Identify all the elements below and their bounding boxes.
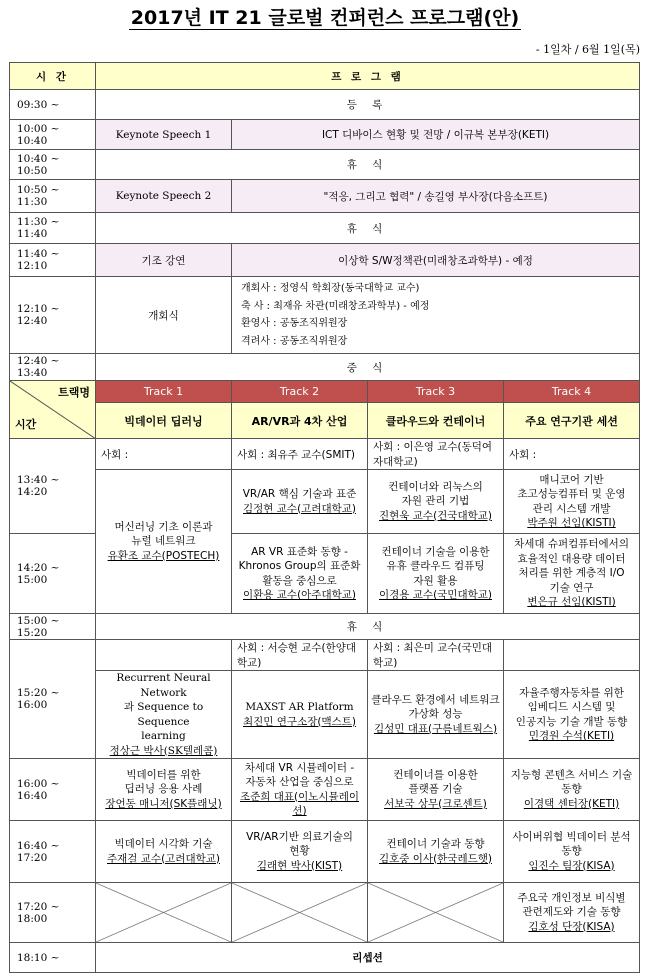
talk-cell	[232, 534, 368, 614]
time-cell: 12:40 ~ 13:40	[10, 354, 96, 381]
talk-title: 기술 연구	[549, 581, 594, 594]
chair-cell: 사회 :	[96, 439, 232, 470]
track-title: AR/VR과 4차 산업	[232, 403, 368, 439]
talk-speaker: 진현욱 교수(건국대학교)	[379, 509, 492, 522]
header-program: 프 로 그 램	[96, 63, 640, 90]
row-break-2	[10, 213, 640, 244]
talk-title: 컨테이너 기술을 이용한	[381, 545, 490, 558]
talk-cell	[96, 821, 232, 883]
talk-cell	[96, 671, 232, 759]
talk-speaker: 최진민 연구소장(맥스트)	[243, 715, 356, 728]
talk-cell	[232, 759, 368, 821]
talk-title: 자율주행자동차를 위한	[519, 686, 624, 699]
time-cell: 17:20 ~ 18:00	[10, 883, 96, 943]
talk-cell	[368, 821, 504, 883]
time-cell: 15:20 ~ 16:00	[10, 640, 96, 759]
program-cell: 휴 식	[96, 614, 640, 640]
talk-title: 컨테이너를 이용한	[393, 768, 478, 781]
talk-speaker: 김정현 교수(고려대학교)	[243, 502, 356, 515]
header-row	[10, 63, 640, 90]
time-cell: 16:40 ~ 17:20	[10, 821, 96, 883]
talk-title: Recurrent Neural Network	[116, 672, 211, 699]
row-registration	[10, 90, 640, 120]
program-cell: 휴 식	[96, 150, 640, 180]
talk-speaker: 김성민 대표(구름네트웍스)	[373, 722, 498, 735]
talk-title: MAXST AR Platform	[245, 701, 354, 713]
chair-cell	[96, 640, 232, 671]
track-corner	[10, 381, 96, 439]
talk-title: 빅데이터 시각화 기술	[114, 838, 213, 850]
row-keynote-1	[10, 120, 640, 150]
talk-cell	[232, 821, 368, 883]
talk-title: 관리 시스템 개발	[532, 502, 611, 515]
talk-title: 딥러닝 응용 사례	[124, 783, 203, 796]
chair-cell: 사회 : 최유주 교수(SMIT)	[232, 439, 368, 470]
track-name: Track 1	[96, 381, 232, 403]
program-cell: 리셉션	[96, 943, 640, 973]
talk-title: 활동을 중심으로	[262, 574, 337, 587]
talk-cell	[504, 470, 640, 534]
session-label: 기조 강연	[96, 244, 232, 277]
program-cell: ICT 디바이스 현황 및 전망 / 이규복 본부장(KETI)	[232, 120, 640, 150]
talk-speaker: 주재걸 교수(고려대학교)	[107, 852, 220, 865]
talk-speaker: 김래현 박사(KIST)	[256, 859, 343, 872]
talk-speaker: 임진수 팀장(KISA)	[528, 859, 615, 872]
program-cell: 이상학 S/W정책관(미래창조과학부) - 예정	[232, 244, 640, 277]
chair-row	[10, 439, 640, 470]
talk-speaker: 김호중 이사(한국레드햇)	[379, 852, 492, 865]
talk-title: Khronos Group의 표준화	[238, 560, 361, 572]
talk-speaker: 장언동 매니저(SK플래닛)	[105, 797, 222, 810]
page-title: 2017년 IT 21 글로벌 컨퍼런스 프로그램(안)	[130, 7, 520, 29]
talk-speaker: 이경택 센터장(KETI)	[523, 797, 620, 810]
talk-title: 차세대 슈퍼컴퓨터에서의	[514, 538, 629, 551]
talk-cell	[368, 671, 504, 759]
empty-slot	[368, 883, 504, 943]
track-title: 주요 연구기관 세션	[504, 403, 640, 439]
row-opening	[10, 277, 640, 354]
talk-cell	[504, 821, 640, 883]
talk-cell	[504, 534, 640, 614]
talk-row	[10, 671, 640, 759]
talk-speaker: 정상근 박사(SK텔레콤)	[109, 744, 218, 757]
talk-title: VR/AR 핵심 기술과 표준	[242, 488, 357, 500]
talk-title: 매니코어 기반	[539, 473, 604, 486]
schedule-table	[9, 62, 640, 973]
program-cell: "적응, 그리고 협력" / 송길영 부사장(다음소프트)	[232, 180, 640, 213]
talk-title: 클라우드 환경에서 네트워크	[371, 693, 500, 706]
talk-title: 효율적인 대용량 데이터	[517, 552, 626, 565]
cross-mark	[232, 883, 367, 942]
time-cell: 09:30 ~	[10, 90, 96, 120]
time-cell: 15:00 ~ 15:20	[10, 614, 96, 640]
talk-title: 초고성능컴퓨터 및 운영	[517, 488, 626, 500]
talk-speaker: 유환조 교수(POSTECH)	[107, 549, 220, 562]
opening-list	[232, 277, 640, 354]
row-lunch	[10, 354, 640, 381]
talk-cell	[96, 759, 232, 821]
talk-title: 동향	[561, 783, 582, 796]
time-cell: 18:10 ~	[10, 943, 96, 973]
talk-cell	[232, 671, 368, 759]
talk-cell	[368, 470, 504, 534]
talk-row	[10, 821, 640, 883]
talk-speaker: 민경원 수석(KETI)	[528, 730, 615, 742]
talk-title: 과 Sequence to Sequence	[123, 701, 204, 728]
talk-title: 임베디드 시스템 및	[527, 701, 616, 713]
talk-title: 컨테이너와 리눅스의	[388, 480, 483, 493]
talk-speaker: 이환용 교수(아주대학교)	[243, 589, 356, 601]
time-cell: 10:40 ~ 10:50	[10, 150, 96, 180]
talk-row	[10, 759, 640, 821]
chair-cell	[504, 640, 640, 671]
talk-title: 가상화 성능	[408, 708, 463, 721]
chair-row	[10, 640, 640, 671]
time-cell: 10:50 ~ 11:30	[10, 180, 96, 213]
track-title-row	[10, 403, 640, 439]
time-cell: 12:10 ~ 12:40	[10, 277, 96, 354]
talk-title: 관련제도와 기술 동향	[522, 906, 621, 919]
talk-title: 머신러닝 기초 이론과	[114, 520, 213, 533]
time-cell: 14:20 ~ 15:00	[10, 534, 96, 614]
talk-cell	[368, 759, 504, 821]
talk-speaker: 조준희 대표(이노시뮬레이션)	[239, 790, 359, 817]
program-cell: 등 록	[96, 90, 640, 120]
talk-speaker: 변은규 선임(KISTI)	[527, 596, 616, 609]
talk-title: 지능형 콘텐츠 서비스 기술	[510, 768, 633, 781]
talk-title: 플랫폼 기술	[408, 783, 463, 796]
talk-title: 자원 활용	[413, 574, 458, 587]
time-cell: 11:40 ~ 12:10	[10, 244, 96, 277]
program-cell: 휴 식	[96, 213, 640, 244]
talk-title: 동향	[561, 845, 582, 858]
empty-slot	[96, 883, 232, 943]
chair-cell: 사회 : 최은미 교수(국민대학교)	[368, 640, 504, 671]
cross-mark	[368, 883, 503, 942]
talk-row	[10, 470, 640, 534]
row-keynote-2	[10, 180, 640, 213]
opening-item: 격려사 : 공동조직위원장	[241, 335, 348, 347]
row-break-3	[10, 614, 640, 640]
chair-cell: 사회 : 서승현 교수(한양대학교)	[232, 640, 368, 671]
talk-title: 처리를 위한 계층적 I/O	[518, 567, 625, 580]
date-line: - 1일차 / 6월 1일(목)	[535, 43, 640, 56]
chair-cell: 사회 : 이은영 교수(동덕여자대학교)	[368, 439, 504, 470]
track-name: Track 2	[232, 381, 368, 403]
talk-title: 차세대 VR 시뮬레이터 -	[244, 761, 355, 774]
talk-row	[10, 883, 640, 943]
talk-speaker: 박주원 선임(KISTI)	[527, 517, 616, 529]
talk-speaker: 이경용 교수(국민대학교)	[379, 589, 492, 601]
track-title: 클라우드와 컨테이너	[368, 403, 504, 439]
time-cell: 16:00 ~ 16:40	[10, 759, 96, 821]
talk-cell	[232, 470, 368, 534]
time-cell: 13:40 ~ 14:20	[10, 439, 96, 534]
empty-slot	[232, 883, 368, 943]
talk-cell	[504, 883, 640, 943]
talk-title: 뉴럴 네트워크	[131, 535, 196, 548]
talk-title: 사이버위협 빅데이터 분석	[512, 830, 631, 843]
opening-item: 개회사 : 정영식 학회장(동국대학교 교수)	[241, 283, 420, 294]
talk-cell	[96, 470, 232, 614]
opening-item: 환영사 : 공동조직위원장	[241, 318, 348, 329]
corner-track-label: 트랙명	[58, 386, 90, 399]
corner-time-label: 시간	[15, 418, 37, 431]
talk-cell	[368, 534, 504, 614]
track-title: 빅데이터 딥러닝	[96, 403, 232, 439]
program-cell: 중 식	[96, 354, 640, 381]
talk-title: 자원 관리 기법	[401, 495, 470, 508]
header-time: 시 간	[10, 63, 96, 90]
talk-title: AR VR 표준화 동향 -	[251, 545, 348, 558]
talk-title: 빅데이터를 위한	[126, 768, 201, 781]
talk-title: 주요국 개인정보 비식별	[517, 891, 626, 904]
talk-title: 인공지능 기술 개발 동향	[515, 715, 628, 728]
chair-cell: 사회 :	[504, 439, 640, 470]
talk-speaker: 김호성 단장(KISA)	[528, 920, 615, 933]
talk-speaker: 서보국 상무(크로센트)	[384, 797, 487, 810]
session-label: Keynote Speech 2	[96, 180, 232, 213]
talk-cell	[504, 759, 640, 821]
talk-title: learning	[141, 730, 186, 742]
talk-title: VR/AR기반 의료기술의	[246, 830, 353, 843]
talk-title: 컨테이너 기술과 동향	[386, 838, 485, 850]
track-name: Track 3	[368, 381, 504, 403]
time-cell: 10:00 ~ 10:40	[10, 120, 96, 150]
cross-mark	[96, 883, 231, 942]
talk-title: 자동차 산업을 중심으로	[245, 776, 354, 788]
time-cell: 11:30 ~ 11:40	[10, 213, 96, 244]
row-reception	[10, 943, 640, 973]
session-label: Keynote Speech 1	[96, 120, 232, 150]
track-name: Track 4	[504, 381, 640, 403]
track-name-row	[10, 381, 640, 403]
talk-cell	[504, 671, 640, 759]
row-break-1	[10, 150, 640, 180]
opening-item: 축 사 : 최재유 차관(미래창조과학부) - 예정	[241, 300, 430, 312]
talk-title: 유휴 클라우드 컴퓨팅	[386, 560, 485, 572]
session-label: 개회식	[96, 277, 232, 354]
talk-title: 현황	[289, 845, 310, 858]
row-keynote-lecture	[10, 244, 640, 277]
